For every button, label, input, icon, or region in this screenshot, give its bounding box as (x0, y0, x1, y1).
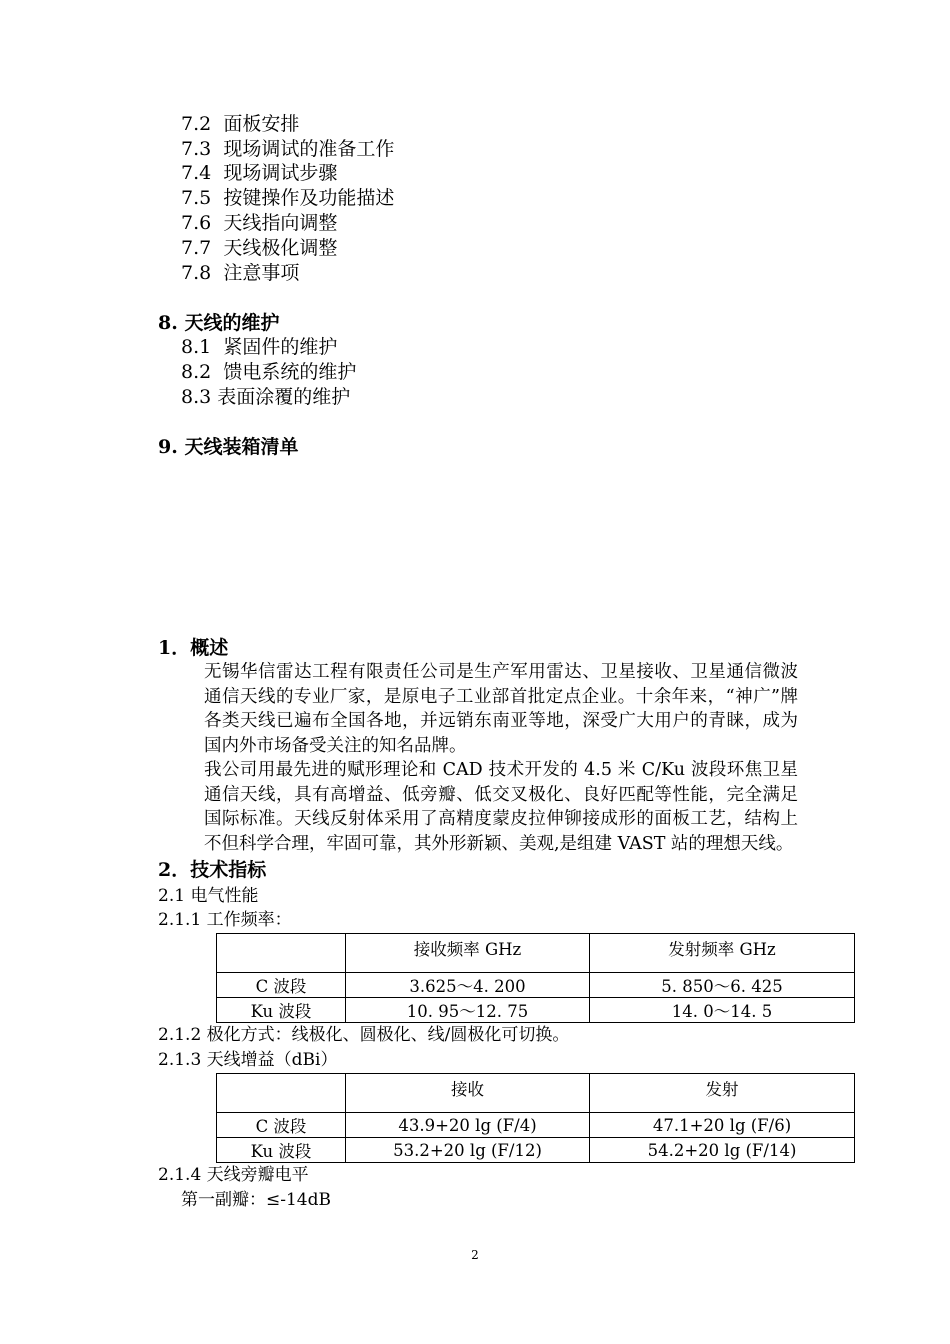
sidelobe-value: 第一副瓣：≤-14dB (181, 1190, 331, 1210)
table-row (217, 973, 855, 998)
table-header-cell: 接收 (346, 1074, 590, 1113)
table-cell: Ku 波段 (217, 998, 346, 1023)
table-cell: 43.9+20 lg (F/4) (346, 1113, 590, 1138)
toc-item: 7.6 天线指向调整 (181, 212, 338, 234)
subheading-gain: 2.1.3 天线增益（dBi） (158, 1050, 338, 1070)
section-heading-specs: 2．技术指标 (158, 859, 267, 881)
toc-item: 8.2 馈电系统的维护 (181, 361, 357, 383)
toc-heading-8: 8. 天线的维护 (158, 312, 280, 334)
table-cell: C 波段 (217, 973, 346, 998)
table-header-cell: 接收频率 GHz (346, 934, 590, 973)
toc-item: 7.2 面板安排 (181, 113, 300, 135)
table-cell: 5. 850～6. 425 (590, 973, 855, 998)
overview-paragraph-1: 无锡华信雷达工程有限责任公司是生产军用雷达、卫星接收、卫星通信微波通信天线的专业厂家，是原电子工业部首批定点企业。十余年来，“神广”牌各类天线已遍布全国各地，并远销东南亚等地，深受广大用户的青睐，成为国内外市场备受关注的知名品牌。 (204, 662, 798, 756)
table-header-row (217, 934, 855, 973)
subheading-electrical: 2.1 电气性能 (158, 886, 259, 906)
toc-item: 7.8 注意事项 (181, 262, 300, 284)
subheading-frequency: 2.1.1 工作频率： (158, 910, 292, 930)
section-heading-overview: 1．概述 (158, 637, 229, 659)
gain-table (216, 1073, 855, 1163)
table-cell: 10. 95～12. 75 (346, 998, 590, 1023)
subheading-sidelobe: 2.1.4 天线旁瓣电平 (158, 1165, 309, 1185)
table-cell: 53.2+20 lg (F/12) (346, 1138, 590, 1163)
overview-paragraph-2: 我公司用最先进的赋形理论和 CAD 技术开发的 4.5 米 C/Ku 波段环焦卫星通信天线，具有高增益、低旁瓣、低交叉极化、良好匹配等性能，完全满足国际标准。天线反射体采用了高精度蒙皮拉伸铆接成形的面板工艺，结构上不但科学合理，牢固可靠，其外形新颖、美观,是组建 VAST 站的理想天线。 (204, 760, 798, 854)
table-row (217, 998, 855, 1023)
table-row (217, 1138, 855, 1163)
toc-item: 7.4 现场调试步骤 (181, 162, 338, 184)
table-header-cell: 发射 (590, 1074, 855, 1113)
table-header-cell (217, 1074, 346, 1113)
table-cell: 14. 0～14. 5 (590, 998, 855, 1023)
table-cell: C 波段 (217, 1113, 346, 1138)
table-cell: 3.625～4. 200 (346, 973, 590, 998)
toc-heading-9: 9. 天线装箱清单 (158, 436, 299, 458)
table-cell: 54.2+20 lg (F/14) (590, 1138, 855, 1163)
table-row (217, 1113, 855, 1138)
page-number: 2 (471, 1248, 479, 1262)
table-cell: Ku 波段 (217, 1138, 346, 1163)
toc-item: 8.1 紧固件的维护 (181, 336, 338, 358)
toc-item: 8.3 表面涂覆的维护 (181, 386, 351, 408)
polarization-line: 2.1.2 极化方式：线极化、圆极化、线/圆极化可切换。 (158, 1025, 570, 1045)
table-cell: 47.1+20 lg (F/6) (590, 1113, 855, 1138)
table-header-row (217, 1074, 855, 1113)
toc-item: 7.3 现场调试的准备工作 (181, 138, 395, 160)
table-header-cell: 发射频率 GHz (590, 934, 855, 973)
toc-item: 7.7 天线极化调整 (181, 237, 338, 259)
toc-item: 7.5 按键操作及功能描述 (181, 187, 395, 209)
frequency-table (216, 933, 855, 1023)
table-header-cell (217, 934, 346, 973)
